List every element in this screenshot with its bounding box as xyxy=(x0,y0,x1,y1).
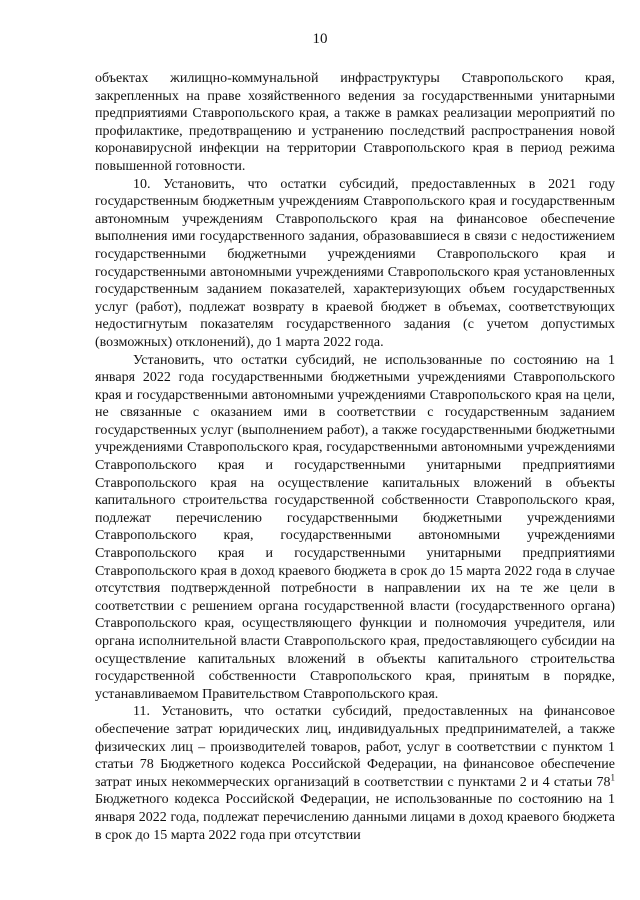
document-body xyxy=(95,70,615,844)
paragraph-continuation: объектах жилищно-коммунальной инфраструктуры Ставропольского края, закрепленных на праве хозяйственного ведения за государственными унитарными предприятиями Ставропольского края, а также в рамках реализации мероприятий по профилактике, предотвращению и устранению последствий распространения новой коронавирусной инфекции на территории Ставропольского края в период режима повышенной готовности. xyxy=(95,71,615,174)
paragraph-item-11-text-before: 11. Установить, что остатки субсидий, предоставленных на финансовое обеспечение затрат юридических лиц, индивидуальных предпринимателей, а также физических лиц – производителей товаров, работ, услуг в соответствии с пунктом 1 статьи 78 Бюджетного кодекса Российской Федерации, на финансовое обеспечение затрат иных некоммерческих организаций в соответствии с пунктами 2 и 4 статьи 78 xyxy=(95,704,615,790)
paragraph-item-11 xyxy=(95,703,615,844)
paragraph-item-11-text-after: Бюджетного кодекса Российской Федерации, не использованные по состоянию на 1 января 2022 года, подлежат перечислению данными лицами в доход краевого бюджета в срок до 15 марта 2022 года при отсутствии xyxy=(95,792,615,843)
superscript-marker: 1 xyxy=(610,772,615,783)
paragraph-item-10: 10. Установить, что остатки субсидий, предоставленных в 2021 году государственным бюджетным учреждениям Ставропольского края и государственным автономным учреждениям Ставропольского края на финансовое обеспечение выполнения ими государственного задания, образовавшиеся в связи с недостижением государственными бюджетными учреждениями Ставропольского края и государственными автономными учреждениями Ставропольского края установленных государственным заданием показателей, характеризующих объем государственных услуг (работ), подлежат возврату в краевой бюджет в объемах, соответствующих недостигнутым показателям государственного задания (с учетом допустимых (возможных) отклонений), до 1 марта 2022 года. xyxy=(95,176,615,350)
page-number: 10 xyxy=(312,31,328,47)
paragraph-item-10-second: Установить, что остатки субсидий, не использованные по состоянию на 1 января 2022 года государственными бюджетными учреждениями Ставропольского края и государственными автономными учреждениями Ставропольского края на цели, не связанные с оказанием ими в соответствии с государственным заданием государственных услуг (выполнением работ), а также государственными бюджетными учреждениями Ставропольского края, государственными автономными учреждениями Ставропольского края и государственными унитарными предприятиями Ставропольского края на осуществление капитальных вложений в объекты капитального строительства государственной собственности Ставропольского края, подлежат перечислению государственными бюджетными учреждениями Ставропольского края, государственными автономными учреждениями Ставропольского края и государственными унитарными предприятиями Ставропольского края в доход краевого бюджета в срок до 15 марта 2022 года в случае отсутствия подтвержденной потребности в направлении их на те же цели в соответствии с решением органа государственной власти (государственного органа) Ставропольского края, осуществляющего функции и полномочия учредителя, или органа исполнительной власти Ставропольского края, предоставляющего субсидии на осуществление капитальных вложений в объекты капитального строительства государственной собственности Ставропольского края, принятым в порядке, устанавливаемом Правительством Ставропольского края. xyxy=(95,352,615,702)
